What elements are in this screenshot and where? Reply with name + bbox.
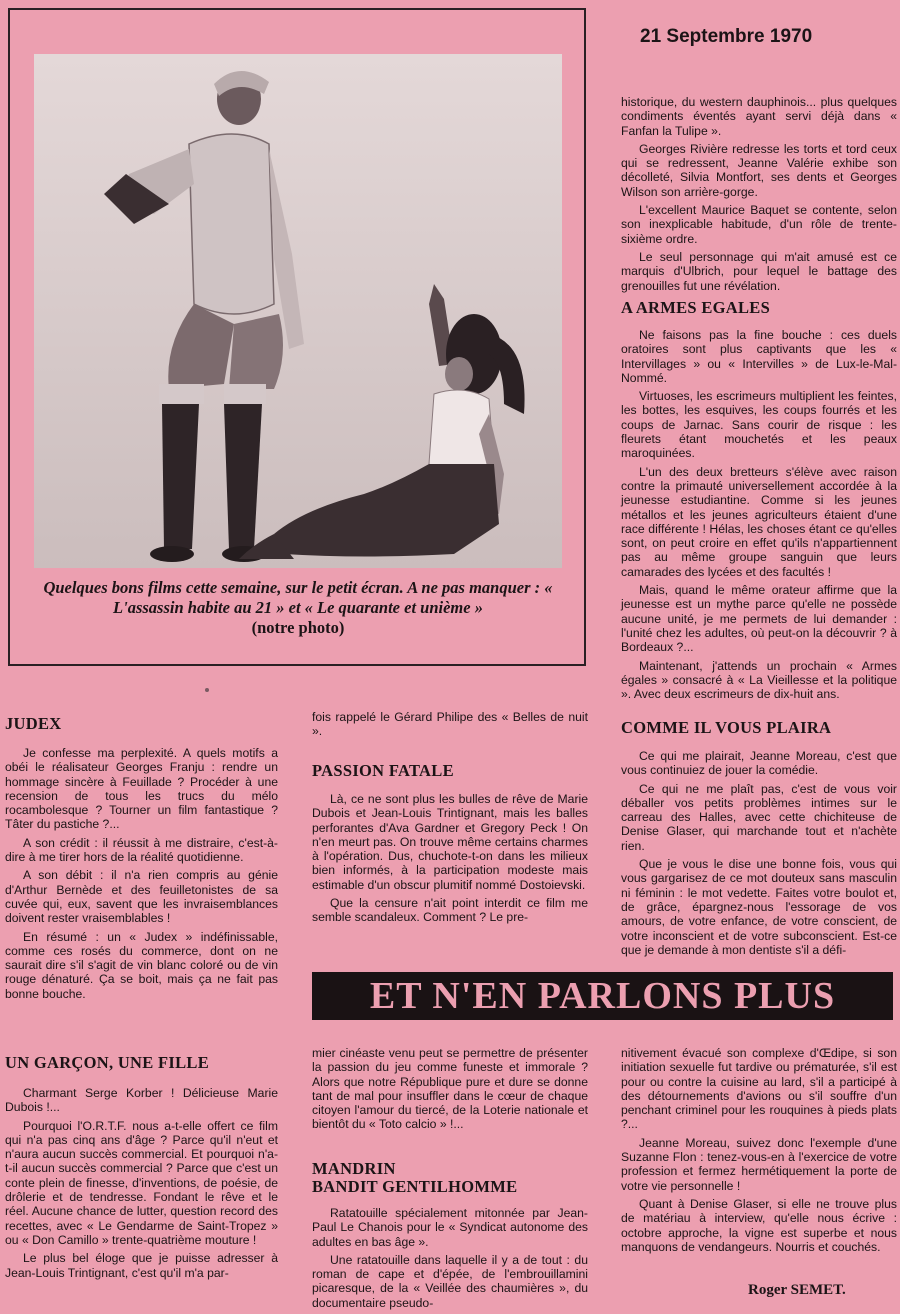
article-mandrin — [312, 1206, 588, 1314]
film-still-photo — [34, 54, 562, 568]
photo-caption — [24, 578, 572, 638]
article-armes-egales — [621, 328, 897, 705]
paragraph: Quant à Denise Glaser, si elle ne trouve plus de matériau à interview, qu'elle nous écrive : octobre approche, la vigne est superbe et nous manquons de vendangeurs. Nourris et couchés. — [621, 1196, 897, 1254]
article-comme-il-vous-plaira — [621, 749, 897, 961]
photo-credit: (notre photo) — [251, 618, 345, 637]
article-middle-continuation — [312, 710, 588, 743]
paragraph: historique, du western dauphinois... plus quelques condiments éventés ayant servi déjà dans « Fanfan la Tulipe ». — [621, 95, 897, 138]
photo-frame — [8, 8, 586, 666]
paragraph: Une ratatouille dans laquelle il y a de tout : du roman de cape et d'épée, de l'embrouillamini picaresque, de la « Veillée des chaumières », du documentaire pseudo- — [312, 1252, 588, 1310]
paragraph: L'un des deux bretteurs s'élève avec raison contre la primauté universellement accordée à la jeunesse estudiantine. Comme si les jeunes métallos et les jeunes agriculteurs étaient d'une race différente ! Hélas, les choses étant ce qu'elles sont, on peut croire en effet qu'ils n'appartiennent pas au même groupe sanguin que leurs camarades des lycées et des facultés ! — [621, 464, 897, 579]
paragraph: Jeanne Moreau, suivez donc l'exemple d'une Suzanne Flon : tenez-vous-en à l'exercice de votre profession et fermez hermétiquement la porte de votre vie personnelle ! — [621, 1135, 897, 1193]
paragraph: Ce qui ne me plaît pas, c'est de vous voir déballer vos petits problèmes intimes sur le carreau des Halles, avec cette chichiteuse de Denise Glaser, qui marchande tout et n'achète rien. — [621, 781, 897, 853]
author-signature: Roger SEMET. — [748, 1282, 846, 1298]
paragraph: Georges Rivière redresse les torts et tord ceux qui se redressent, Jeanne Valérie exhibe son décolleté, Silvia Montfort, ses dents et Georges Wilson son arrière-gorge. — [621, 141, 897, 199]
paragraph: Ratatouille spécialement mitonnée par Jean-Paul Le Chanois pour le « Syndicat autonome des adultes en bas âge ». — [312, 1206, 588, 1249]
paragraph: fois rappelé le Gérard Philipe des « Belles de nuit ». — [312, 710, 588, 739]
heading-passion-fatale: PASSION FATALE — [312, 761, 454, 780]
paragraph: Je confesse ma perplexité. A quels motifs a obéi le réalisateur Georges Franju : rendre un hommage sincère à Feuillade ? Procéder à une recension de tous les trucs du mélo rocambolesque ? Tourner un film fantastique ? Tâter du pastiche ?... — [5, 746, 278, 832]
paragraph: En résumé : un « Judex » indéfinissable, comme ces rosés du commerce, dont on ne saurait dire s'il s'agit de vin blanc coloré ou de vin rouge dénaturé. Ça se boit, mais ça ne fait pas bonne bouche. — [5, 929, 278, 1001]
paragraph: Virtuoses, les escrimeurs multiplient les feintes, les bottes, les esquives, les coups fourrés et les coups de Jarnac. Sans courir de risque : les fleurets étant mouchetés et les peaux maroquinées. — [621, 389, 897, 461]
photo-caption-text: Quelques bons films cette semaine, sur le petit écran. A ne pas manquer : « L'assassin habite au 21 » et « Le quarante et unième » — [43, 578, 553, 617]
paragraph: Maintenant, j'attends un prochain « Armes égales » consacré à « La Vieillesse et la politique ». Avec deux escrimeurs de dix-huit ans. — [621, 658, 897, 702]
heading-judex: JUDEX — [5, 714, 62, 733]
heading-mandrin-line1: MANDRIN — [312, 1159, 396, 1178]
article-passion-fatale — [312, 792, 588, 929]
paragraph: nitivement évacué son complexe d'Œdipe, si son initiation sexuelle fut tardive ou prématurée, s'il est pour ou contre la cuisine au lard, s'il a participé à des détournements d'avions ou s'il souffre d'un penchant criminel pour les rouquines à pieds plats ?... — [621, 1046, 897, 1132]
heading-comme-il-vous-plaira: COMME IL VOUS PLAIRA — [621, 718, 832, 737]
print-speck — [205, 688, 209, 692]
film-still-illustration — [34, 54, 562, 568]
heading-armes-egales: A ARMES EGALES — [621, 298, 771, 317]
paragraph: A son crédit : il réussit à me distraire, c'est-à-dire à me tirer hors de la réalité quotidienne. — [5, 835, 278, 865]
heading-mandrin — [312, 1160, 517, 1196]
article-middle-bottom-continuation — [312, 1046, 588, 1136]
heading-mandrin-line2: BANDIT GENTILHOMME — [312, 1177, 518, 1196]
issue-date: 21 Septembre 1970 — [640, 26, 813, 47]
section-banner — [312, 972, 893, 1020]
paragraph: Mais, quand le même orateur affirme que la jeunesse est un mythe parce qu'elle ne possède aucune unité, je me permets de lui demander : l'unité chez les adultes, où peut-on la découvrir ? à Bordeaux ?... — [621, 583, 897, 655]
paragraph: Ce qui me plairait, Jeanne Moreau, c'est que vous continuiez de jouer la comédie. — [621, 749, 897, 778]
paragraph: mier cinéaste venu peut se permettre de présenter la passion du jeu comme funeste et immorale ? Alors que notre République pure et dure se donne tant de mal pour insuffler dans le cœur de chaque citoyen l'amour du tiercé, de la Loterie nationale et bientôt du « Toto calcio » !... — [312, 1046, 588, 1132]
paragraph: Là, ce ne sont plus les bulles de rêve de Marie Dubois et Jean-Louis Trintignant, mais les balles perforantes d'Ava Gardner et Gregory Peck ! On n'en meurt pas. On trouve même certains charmes à l'opération. Dus, chuchote-t-on dans les milieux bien informés, à la participation modeste mais estimable d'un obscur plumitif nommé Dostoievski. — [312, 792, 588, 892]
article-column-top-right — [621, 95, 897, 297]
paragraph: Charmant Serge Korber ! Délicieuse Marie Dubois !... — [5, 1086, 278, 1115]
article-right-bottom-continuation — [621, 1046, 897, 1258]
paragraph: Le seul personnage qui m'ait amusé est ce marquis d'Ulbrich, pour lequel le battage des grenouilles fut une révélation. — [621, 249, 897, 293]
paragraph: Pourquoi l'O.R.T.F. nous a-t-elle offert ce film qui n'a pas cinq ans d'âge ? Parce qu'il n'eut et n'aura aucun succès commercial. Et pourquoi n'a-t-il aucun succès commercial ? Parce que c'est un conte plein de finesse, d'inventions, de poésie, de drôlerie et de tendresse. Fondant le rêve et le réel. Aucune chance de lutter, question record des recettes, avec « Le Gendarme de Saint-Tropez » ou « Don Camillo » trente-quatrième mouture ! — [5, 1118, 278, 1247]
heading-un-garcon-une-fille: UN GARÇON, UNE FILLE — [5, 1053, 210, 1072]
article-judex — [5, 746, 278, 1005]
paragraph: L'excellent Maurice Baquet se contente, selon son inexplicable habitude, d'un rôle de trente-sixième ordre. — [621, 203, 897, 246]
paragraph: Ne faisons pas la fine bouche : ces duels oratoires sont plus captivants que les « Intervillages » ou « Intervilles » de Lux-le-Mal-Nommé. — [621, 328, 897, 385]
paragraph: Que la censure n'ait point interdit ce film me semble scandaleux. Comment ? Le pre- — [312, 896, 588, 925]
paragraph: A son débit : il n'a rien compris au génie d'Arthur Bernède et des feuilletonistes de sa cuvée qui, eux, savent que les invraisemblances doivent rester vraisemblables ! — [5, 868, 278, 926]
banner-title: ET N'EN PARLONS PLUS — [369, 975, 836, 1017]
paragraph: Le plus bel éloge que je puisse adresser à Jean-Louis Trintignant, c'est qu'il m'a par- — [5, 1251, 278, 1280]
paragraph: Que je vous le dise une bonne fois, vous qui vous gargarisez de ce mot douteux sans masculin ni féminin : le mot vedette. Faites votre boulot et, de grâce, épargnez-nous l'essorage de vos amours, de votre enfance, de votre conscient, de votre inconscient et de votre subconscient. Est-ce que je demande à mon dentiste s'il a défi- — [621, 857, 897, 957]
article-un-garcon-une-fille — [5, 1086, 278, 1284]
